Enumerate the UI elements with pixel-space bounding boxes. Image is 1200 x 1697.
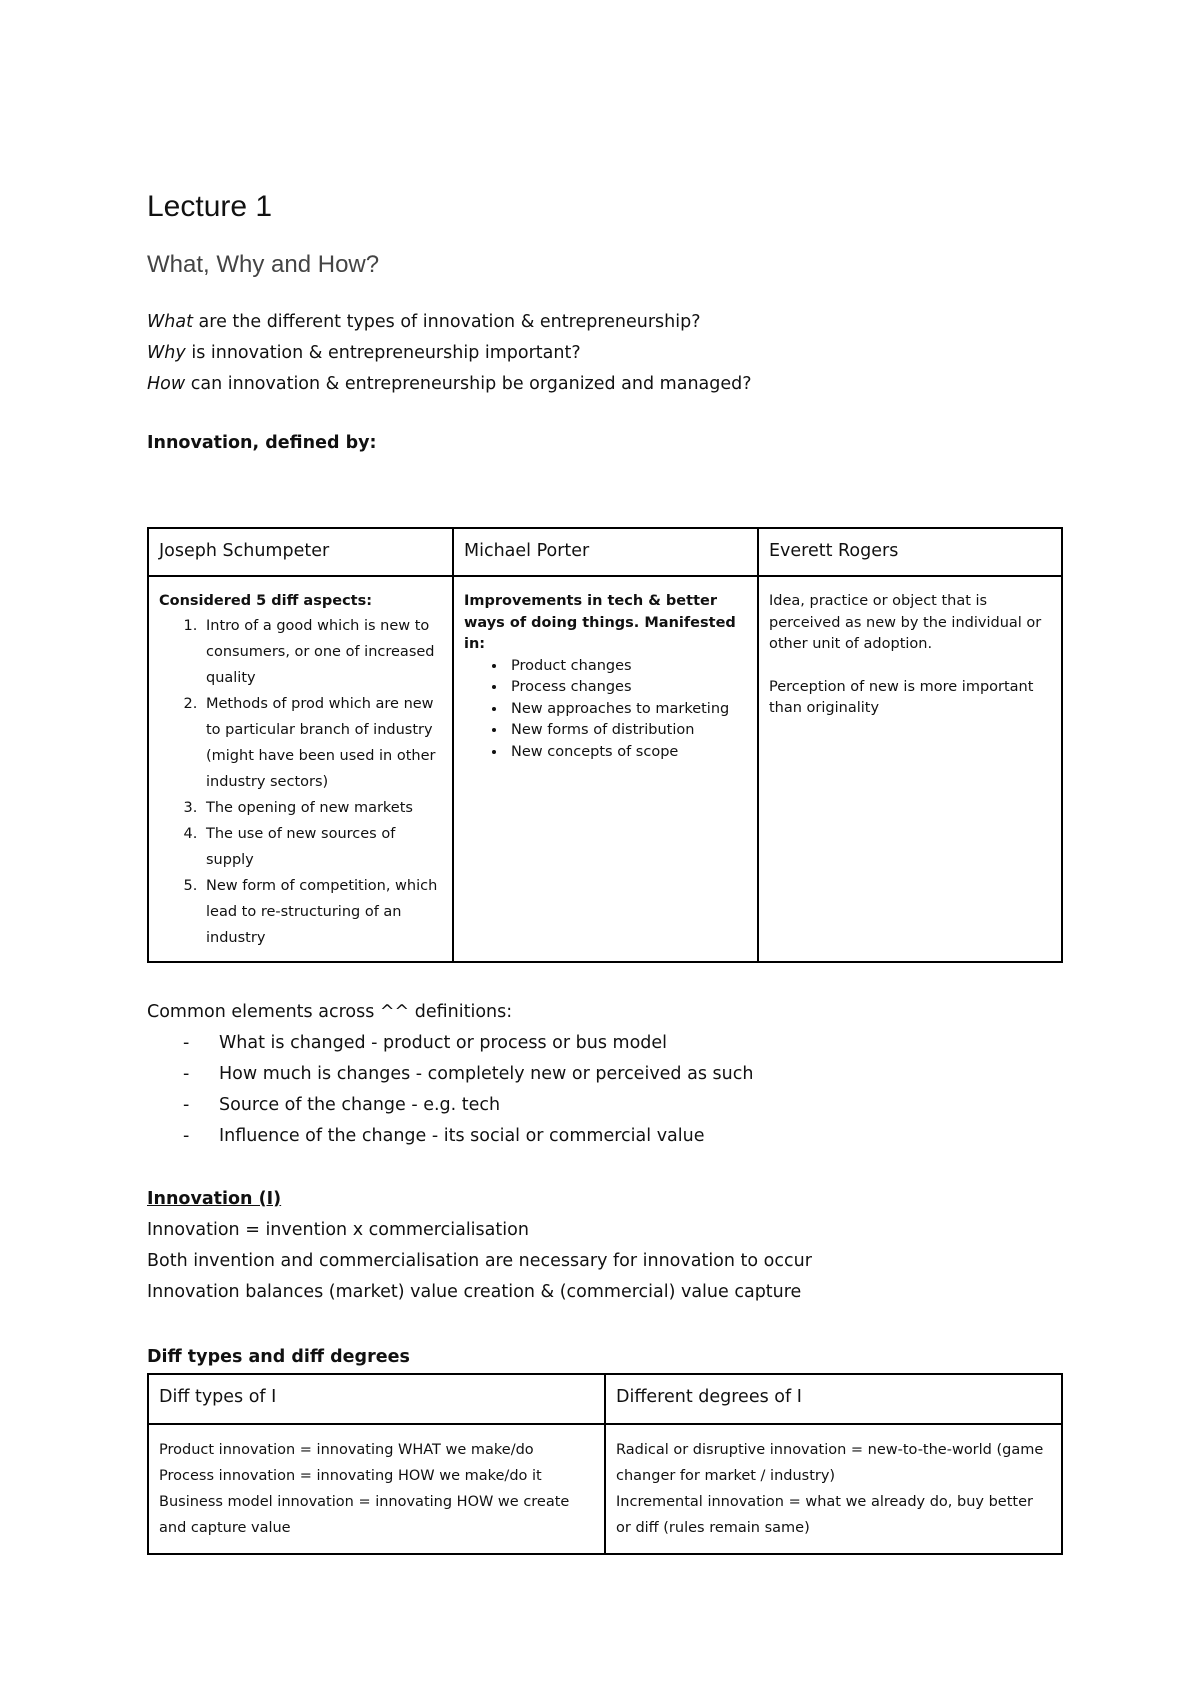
document-content: [147, 175, 1061, 1555]
porter-intro: Improvements in tech & better ways of doing things. Manifested in:: [464, 593, 736, 652]
table-row: [148, 1424, 1062, 1554]
innovation-line: Both invention and commercialisation are necessary for innovation to occur: [147, 1250, 812, 1271]
innovation-line: Innovation = invention x commercialisation: [147, 1219, 529, 1240]
header-rogers: Everett Rogers: [758, 528, 1062, 576]
dash-bullet: -: [183, 1063, 190, 1084]
table-header-row: [148, 1374, 1062, 1424]
list-item: [147, 1028, 1061, 1059]
dash-bullet: -: [183, 1125, 190, 1146]
common-heading: Common elements across ^^ definitions:: [147, 1001, 513, 1022]
types-cell: [148, 1424, 605, 1554]
rogers-cell: [758, 576, 1062, 962]
header-types: Diff types of I: [148, 1374, 605, 1424]
list-item: 5. New form of competition, which lead to re-structuring of an industry: [202, 873, 442, 951]
list-item: 3. The opening of new markets: [202, 795, 442, 821]
list-item: 2. Methods of prod which are new to particular branch of industry (might have been used in other industry sectors): [202, 691, 442, 795]
dash-bullet: -: [183, 1094, 190, 1115]
porter-list: [464, 656, 747, 764]
innovation-line: Innovation balances (market) value creation & (commercial) value capture: [147, 1281, 802, 1302]
list-item-text: Influence of the change - its social or commercial value: [219, 1125, 705, 1146]
list-item-text: What is changed - product or process or bus model: [219, 1032, 668, 1053]
innovation-lines: [147, 1215, 1061, 1308]
question-lead: What: [147, 312, 193, 332]
type-line: Product innovation = innovating WHAT we make/do: [159, 1441, 534, 1458]
question-how: [147, 369, 1061, 400]
list-item-text: Source of the change - e.g. tech: [219, 1094, 501, 1115]
defined-heading: Innovation, defined by:: [147, 433, 377, 453]
schumpeter-intro: Considered 5 diff aspects:: [159, 593, 373, 609]
degree-line: Incremental innovation = what we already do, buy better or diff (rules remain same): [616, 1493, 1033, 1536]
degrees-cell: [605, 1424, 1062, 1554]
rogers-note: Perception of new is more important than originality: [769, 678, 1034, 716]
common-list: [147, 1028, 1061, 1152]
list-item: 1. Intro of a good which is new to consumers, or one of increased quality: [202, 613, 442, 691]
type-line: Business model innovation = innovating HOW we create and capture value: [159, 1493, 570, 1536]
list-item: • New forms of distribution: [507, 720, 747, 742]
question-lead: Why: [147, 343, 186, 363]
question-text: are the different types of innovation & entrepreneurship?: [192, 312, 701, 332]
question-what: [147, 307, 1061, 338]
porter-cell: [453, 576, 758, 962]
degree-line: Radical or disruptive innovation = new-to-the-world (game changer for market / industry): [616, 1441, 1044, 1484]
type-line: Process innovation = innovating HOW we make/do it: [159, 1467, 542, 1484]
page-title: Lecture 1: [147, 190, 273, 223]
question-why: [147, 338, 1061, 369]
table-row: [148, 576, 1062, 962]
list-item: • New concepts of scope: [507, 742, 747, 764]
list-item: [147, 1121, 1061, 1152]
diff-table: [147, 1373, 1063, 1555]
list-item: • New approaches to marketing: [507, 699, 747, 721]
dash-bullet: -: [183, 1032, 190, 1053]
question-text: can innovation & entrepreneurship be organized and managed?: [185, 374, 752, 394]
table-header-row: [148, 528, 1062, 576]
common-elements: [147, 997, 1061, 1152]
schumpeter-list: [159, 613, 442, 951]
question-lead: How: [147, 374, 186, 394]
page-subtitle: What, Why and How?: [147, 251, 380, 278]
list-item: [147, 1090, 1061, 1121]
list-item: [147, 1059, 1061, 1090]
list-item: • Process changes: [507, 677, 747, 699]
question-text: is innovation & entrepreneurship important?: [185, 343, 581, 363]
question-list: [147, 307, 1061, 400]
header-porter: Michael Porter: [453, 528, 758, 576]
header-schumpeter: Joseph Schumpeter: [148, 528, 453, 576]
rogers-definition: Idea, practice or object that is perceived as new by the individual or other unit of adoption.: [769, 593, 1042, 652]
header-degrees: Different degrees of I: [605, 1374, 1062, 1424]
schumpeter-cell: [148, 576, 453, 962]
list-item-text: How much is changes - completely new or perceived as such: [219, 1063, 754, 1084]
diff-heading: Diff types and diff degrees: [147, 1346, 410, 1367]
list-item: 4. The use of new sources of supply: [202, 821, 442, 873]
list-item: • Product changes: [507, 656, 747, 678]
innovation-heading: Innovation (I): [147, 1188, 282, 1209]
definitions-table: [147, 527, 1063, 963]
